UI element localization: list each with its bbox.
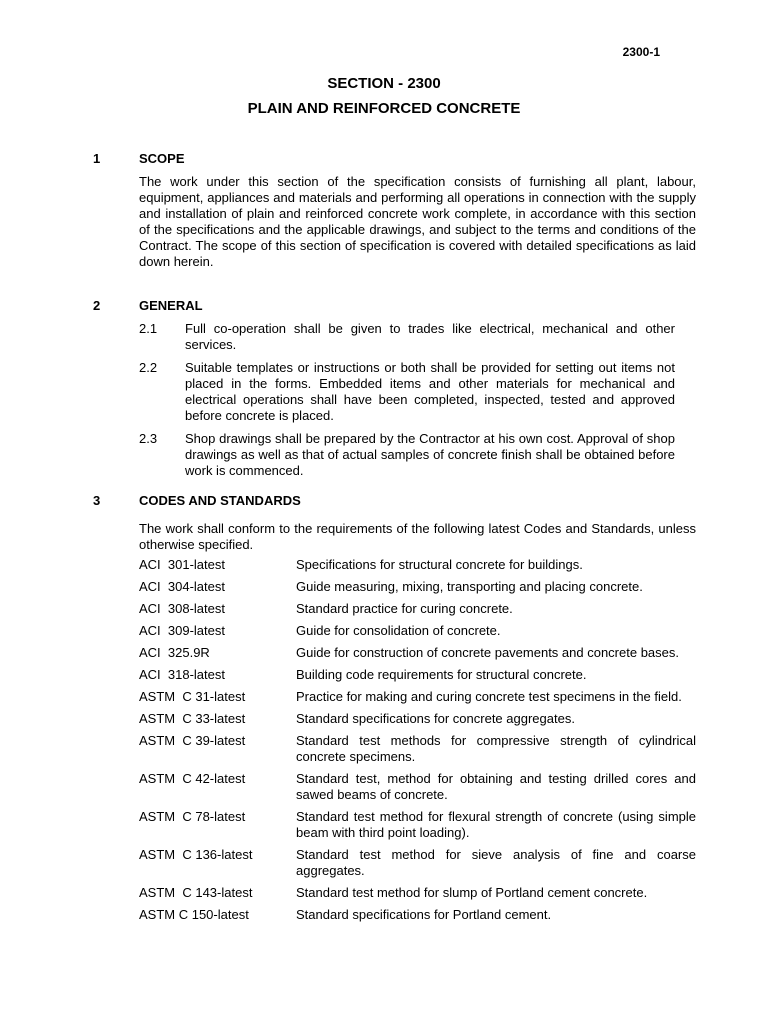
code-row <box>139 601 696 617</box>
code-description: Standard specifications for Portland cement. <box>296 907 552 922</box>
code-description: Guide measuring, mixing, transporting and placing concrete. <box>296 579 643 594</box>
code-row <box>139 847 696 879</box>
code-id: ASTM C 136-latest <box>139 847 253 862</box>
code-description: Specifications for structural concrete for buildings. <box>296 557 583 572</box>
code-description: Guide for construction of concrete pavements and concrete bases. <box>296 645 679 660</box>
code-row <box>139 907 696 923</box>
code-row <box>139 771 696 803</box>
scope-heading: SCOPE <box>139 151 185 166</box>
code-id: ACI 304-latest <box>139 579 225 594</box>
page-number: 2300-1 <box>622 45 660 59</box>
code-row <box>139 733 696 765</box>
codes-number: 3 <box>93 493 101 508</box>
general-heading: GENERAL <box>139 298 203 313</box>
section-title: SECTION - 2300 <box>327 75 441 92</box>
general-item-text: Shop drawings shall be prepared by the Contractor at his own cost. Approval of shop drawings as well as that of actual samples of concrete finish shall be obtained before work is commenced. <box>185 431 675 478</box>
code-id: ACI 318-latest <box>139 667 225 682</box>
code-description: Building code requirements for structural concrete. <box>296 667 587 682</box>
code-id: ACI 309-latest <box>139 623 225 638</box>
code-id: ACI 301-latest <box>139 557 225 572</box>
scope-paragraph: The work under this section of the specification consists of furnishing all plant, labour, equipment, appliances and materials and performing all operations in connection with the supply and installation of plain and reinforced concrete work complete, in accordance with this section of the specifications and the applicable drawings, and subject to the terms and conditions of the Contract. The scope of this section of specification is covered with detailed specifications as laid down herein. <box>139 174 696 269</box>
codes-intro: The work shall conform to the requirements of the following latest Codes and Standards, unless otherwise specified. <box>139 521 696 552</box>
code-id: ASTM C 143-latest <box>139 885 253 900</box>
code-id: ASTM C 31-latest <box>139 689 246 704</box>
code-row <box>139 623 696 639</box>
code-row <box>139 579 696 595</box>
code-description: Standard test method for sieve analysis of fine and coarse aggregates. <box>296 847 696 878</box>
code-id: ASTM C 150-latest <box>139 907 249 922</box>
general-number: 2 <box>93 298 101 313</box>
code-id: ACI 308-latest <box>139 601 225 616</box>
code-row <box>139 557 696 573</box>
code-row <box>139 689 696 705</box>
code-id: ASTM C 33-latest <box>139 711 246 726</box>
code-description: Practice for making and curing concrete test specimens in the field. <box>296 689 682 704</box>
codes-list <box>139 557 696 929</box>
code-id: ASTM C 78-latest <box>139 809 246 824</box>
code-description: Standard test method for slump of Portland cement concrete. <box>296 885 648 900</box>
code-description: Standard practice for curing concrete. <box>296 601 513 616</box>
code-row <box>139 711 696 727</box>
code-row <box>139 885 696 901</box>
code-row <box>139 667 696 683</box>
scope-number: 1 <box>93 151 101 166</box>
code-row <box>139 809 696 841</box>
code-description: Guide for consolidation of concrete. <box>296 623 501 638</box>
general-item-number: 2.3 <box>139 431 158 446</box>
code-description: Standard specifications for concrete aggregates. <box>296 711 575 726</box>
code-description: Standard test method for flexural strength of concrete (using simple beam with third point loading). <box>296 809 696 840</box>
section-subtitle: PLAIN AND REINFORCED CONCRETE <box>247 100 521 117</box>
code-id: ACI 325.9R <box>139 645 210 660</box>
general-item-number: 2.1 <box>139 321 158 336</box>
general-item-text: Suitable templates or instructions or both shall be provided for setting out items not placed in the forms. Embedded items and other materials for mechanical and electrical operations shall have been completed, inspected, tested and approved before concrete is placed. <box>185 360 675 423</box>
code-id: ASTM C 39-latest <box>139 733 246 748</box>
code-row <box>139 645 696 661</box>
codes-heading: CODES AND STANDARDS <box>139 493 301 508</box>
general-item-text: Full co-operation shall be given to trades like electrical, mechanical and other services. <box>185 321 675 352</box>
code-description: Standard test, method for obtaining and testing drilled cores and sawed beams of concrete. <box>296 771 696 802</box>
general-item-number: 2.2 <box>139 360 158 375</box>
code-description: Standard test methods for compressive strength of cylindrical concrete specimens. <box>296 733 696 764</box>
code-id: ASTM C 42-latest <box>139 771 246 786</box>
